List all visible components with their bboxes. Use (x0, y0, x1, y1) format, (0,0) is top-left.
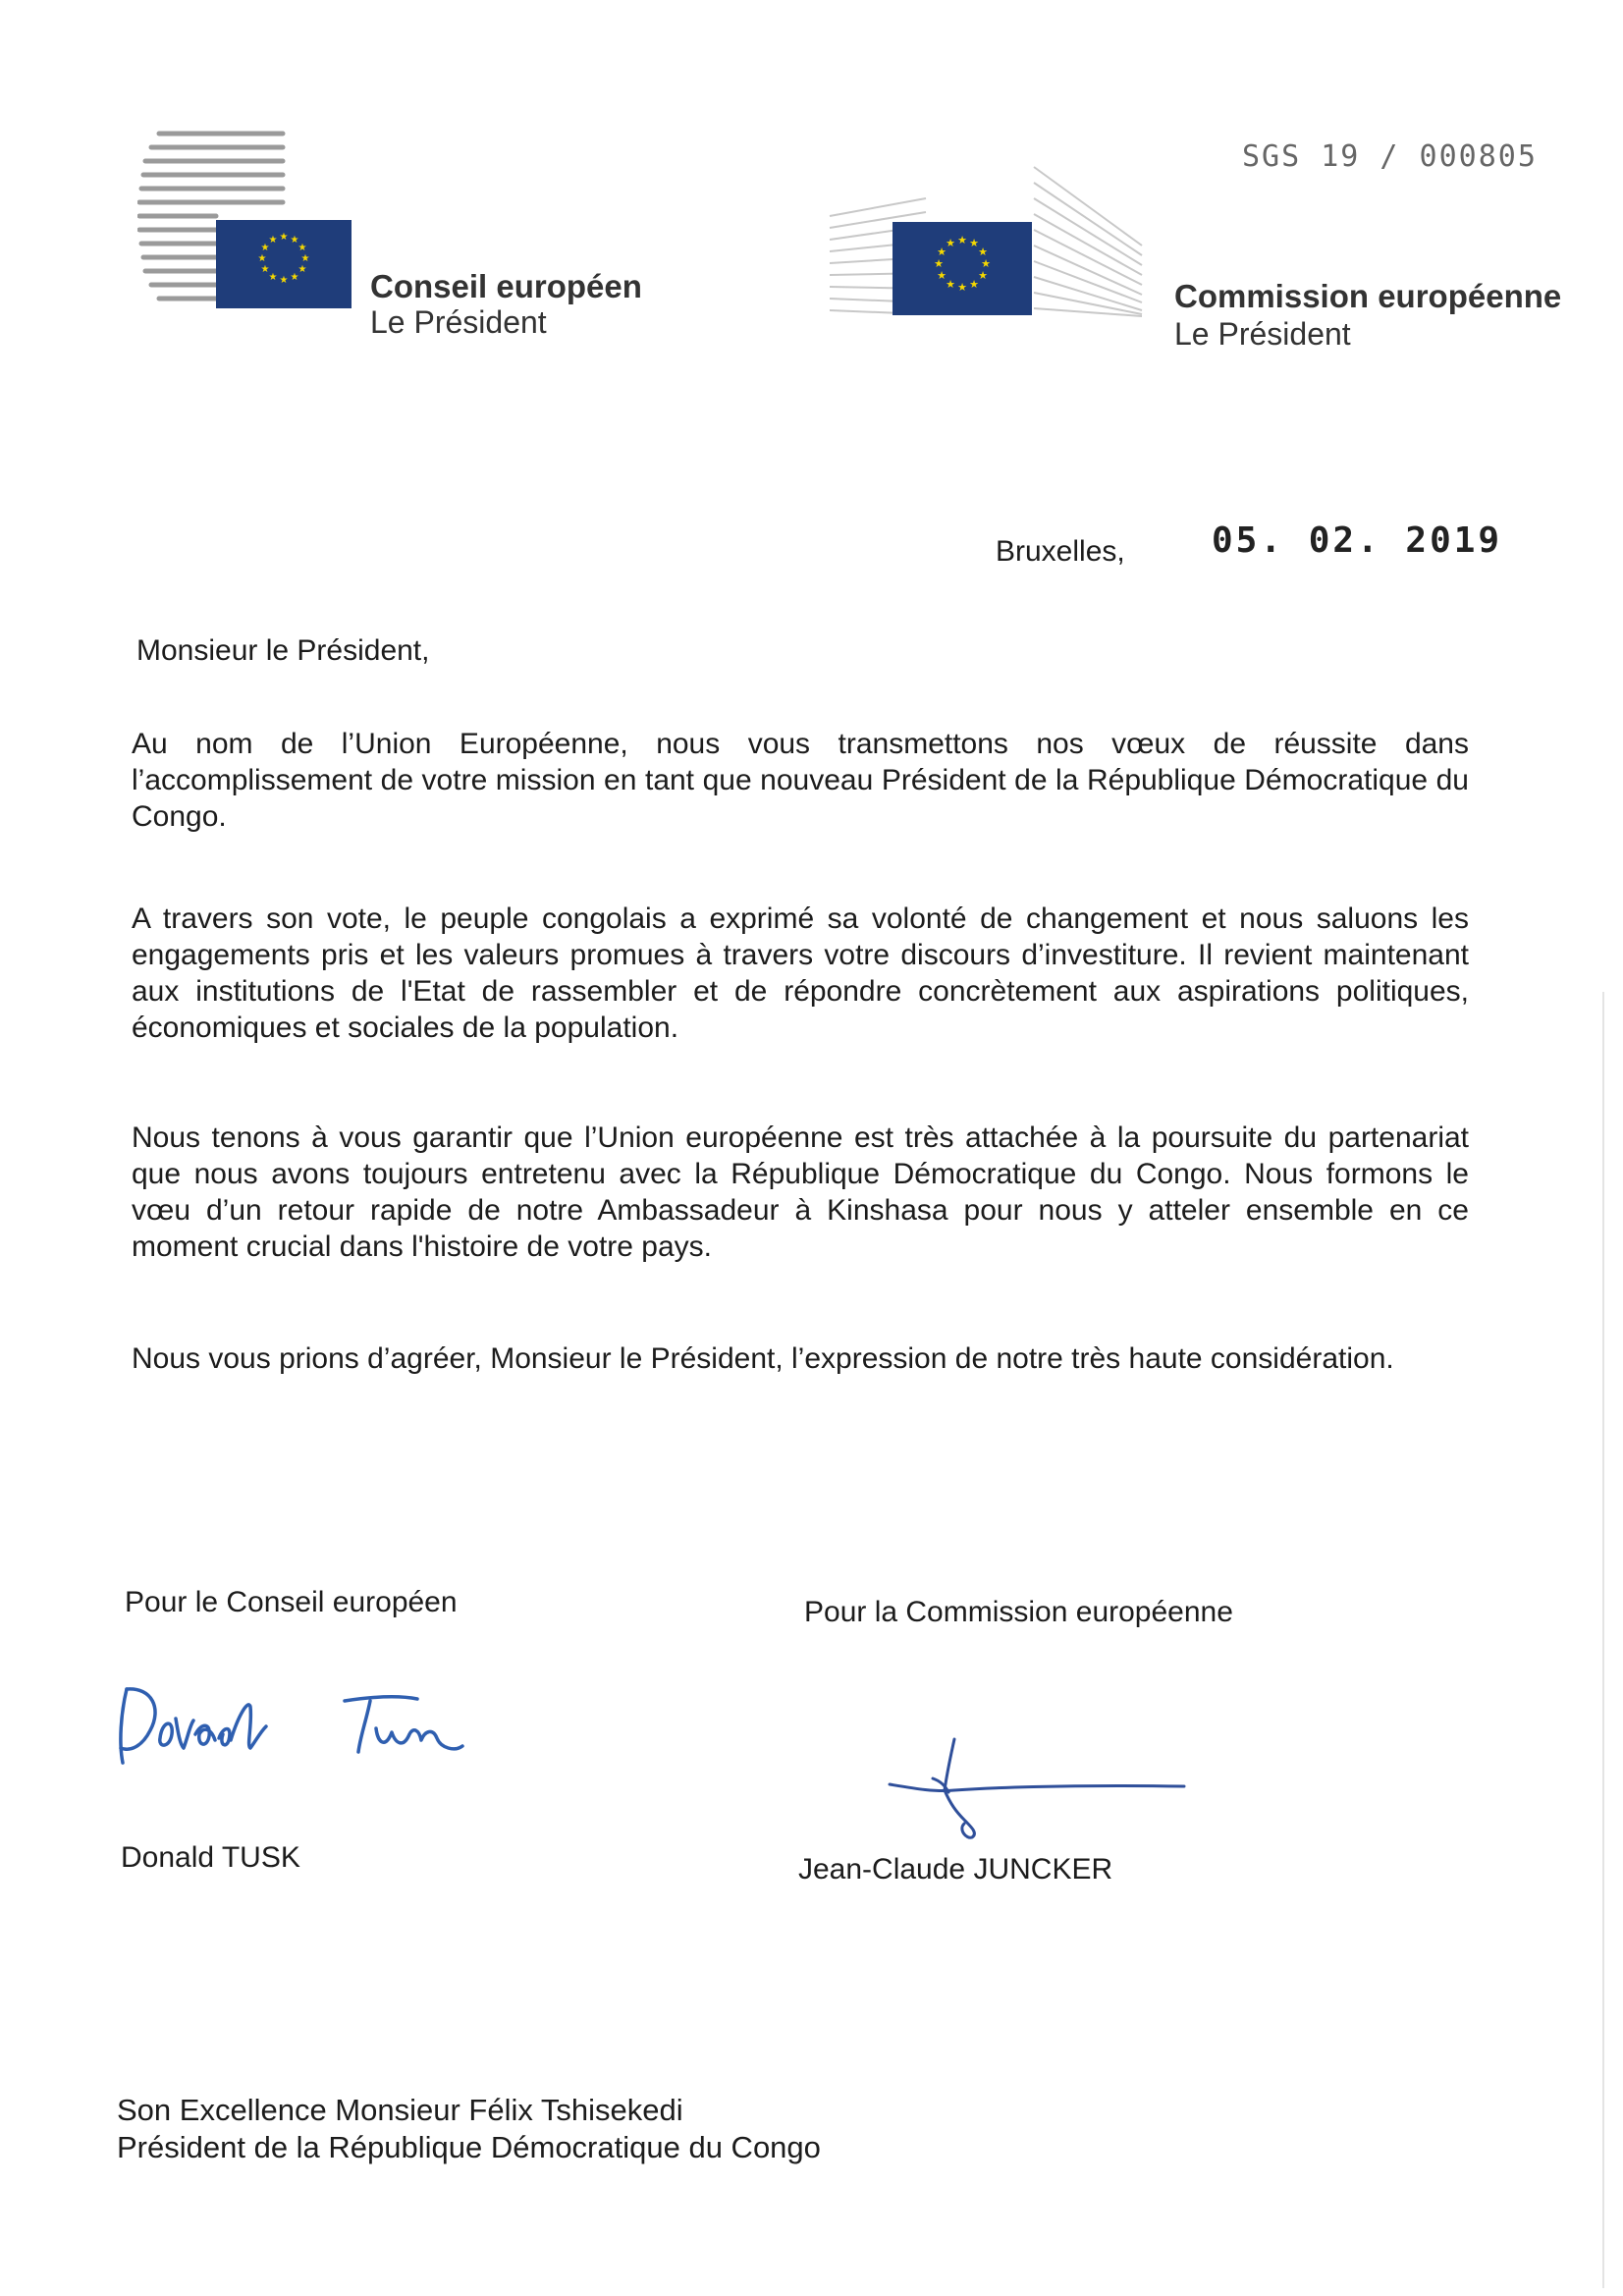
commission-signatory-name: Jean-Claude JUNCKER (798, 1853, 1113, 1886)
council-signatory-name: Donald TUSK (121, 1841, 300, 1874)
scan-edge (1602, 992, 1604, 2288)
commission-name: Commission européenne (1174, 278, 1562, 314)
recipient-line-2: Président de la République Démocratique du Congo (117, 2130, 821, 2164)
body-paragraph-1: Au nom de l’Union Européenne, nous vous transmettons nos vœux de réussite dans l’accomplissement de votre mission en tant que nouveau Président de la République Démocratique du Congo. (132, 728, 1469, 833)
svg-text:★: ★ (298, 243, 307, 253)
council-role: Le Président (370, 304, 547, 340)
svg-text:★: ★ (268, 235, 278, 246)
svg-text:★: ★ (969, 237, 979, 249)
council-logo (137, 126, 363, 312)
svg-text:★: ★ (257, 253, 267, 264)
svg-text:★: ★ (957, 281, 967, 294)
svg-text:★: ★ (260, 243, 270, 253)
svg-text:★: ★ (957, 234, 967, 246)
commission-building-icon (828, 157, 1152, 319)
commission-signature-label: Pour la Commission européenne (804, 1596, 1233, 1628)
svg-text:★: ★ (260, 264, 270, 275)
recipient-line-1: Son Excellence Monsieur Félix Tshisekedi (117, 2093, 683, 2127)
date-stamp: 05. 02. 2019 (1212, 520, 1503, 561)
svg-text:★: ★ (290, 235, 299, 246)
council-signature-label: Pour le Conseil européen (125, 1586, 458, 1618)
body-paragraph-3: Nous tenons à vous garantir que l’Union européenne est très attachée à la poursuite du partenariat que nous avons toujours entretenu avec la République Démocratique du Congo. Nous formons le vœu d’un retour rapide de notre Ambassadeur à Kinshasa pour nous y atteler ensemble en ce moment crucial dans l'histoire de votre pays. (132, 1121, 1469, 1263)
svg-text:★: ★ (978, 246, 988, 258)
svg-text:★: ★ (946, 237, 955, 249)
tusk-signature (113, 1669, 525, 1777)
body-paragraph-2: A travers son vote, le peuple congolais a exprimé sa volonté de changement et nous saluons les engagements pris et les valeurs promues à travers votre discours d’investiture. Il revient maintenant aux institutions de l'Etat de rassembler et de répondre concrètement aux aspirations politiques, économiques et sociales de la population. (132, 902, 1469, 1044)
council-building-lines-icon (137, 126, 363, 312)
svg-text:★: ★ (937, 246, 947, 258)
salutation: Monsieur le Président, (136, 634, 430, 667)
svg-text:★: ★ (969, 278, 979, 291)
svg-text:★: ★ (937, 269, 947, 282)
svg-text:★: ★ (300, 253, 310, 264)
svg-text:★: ★ (298, 264, 307, 275)
svg-text:★: ★ (290, 272, 299, 283)
svg-text:★: ★ (934, 257, 944, 270)
svg-text:★: ★ (279, 232, 289, 243)
place-label: Bruxelles, (996, 535, 1125, 568)
svg-text:★: ★ (268, 272, 278, 283)
commission-role: Le Président (1174, 316, 1351, 352)
svg-text:★: ★ (946, 278, 955, 291)
commission-logo (828, 157, 1152, 319)
body-paragraph-4: Nous vous prions d’agréer, Monsieur le Président, l’expression de notre très haute considération. (132, 1342, 1394, 1375)
reference-stamp: SGS 19 / 000805 (1242, 139, 1538, 174)
svg-text:★: ★ (981, 257, 991, 270)
council-name: Conseil européen (370, 268, 642, 304)
svg-text:★: ★ (279, 275, 289, 286)
svg-text:★: ★ (978, 269, 988, 282)
juncker-signature (874, 1733, 1198, 1846)
